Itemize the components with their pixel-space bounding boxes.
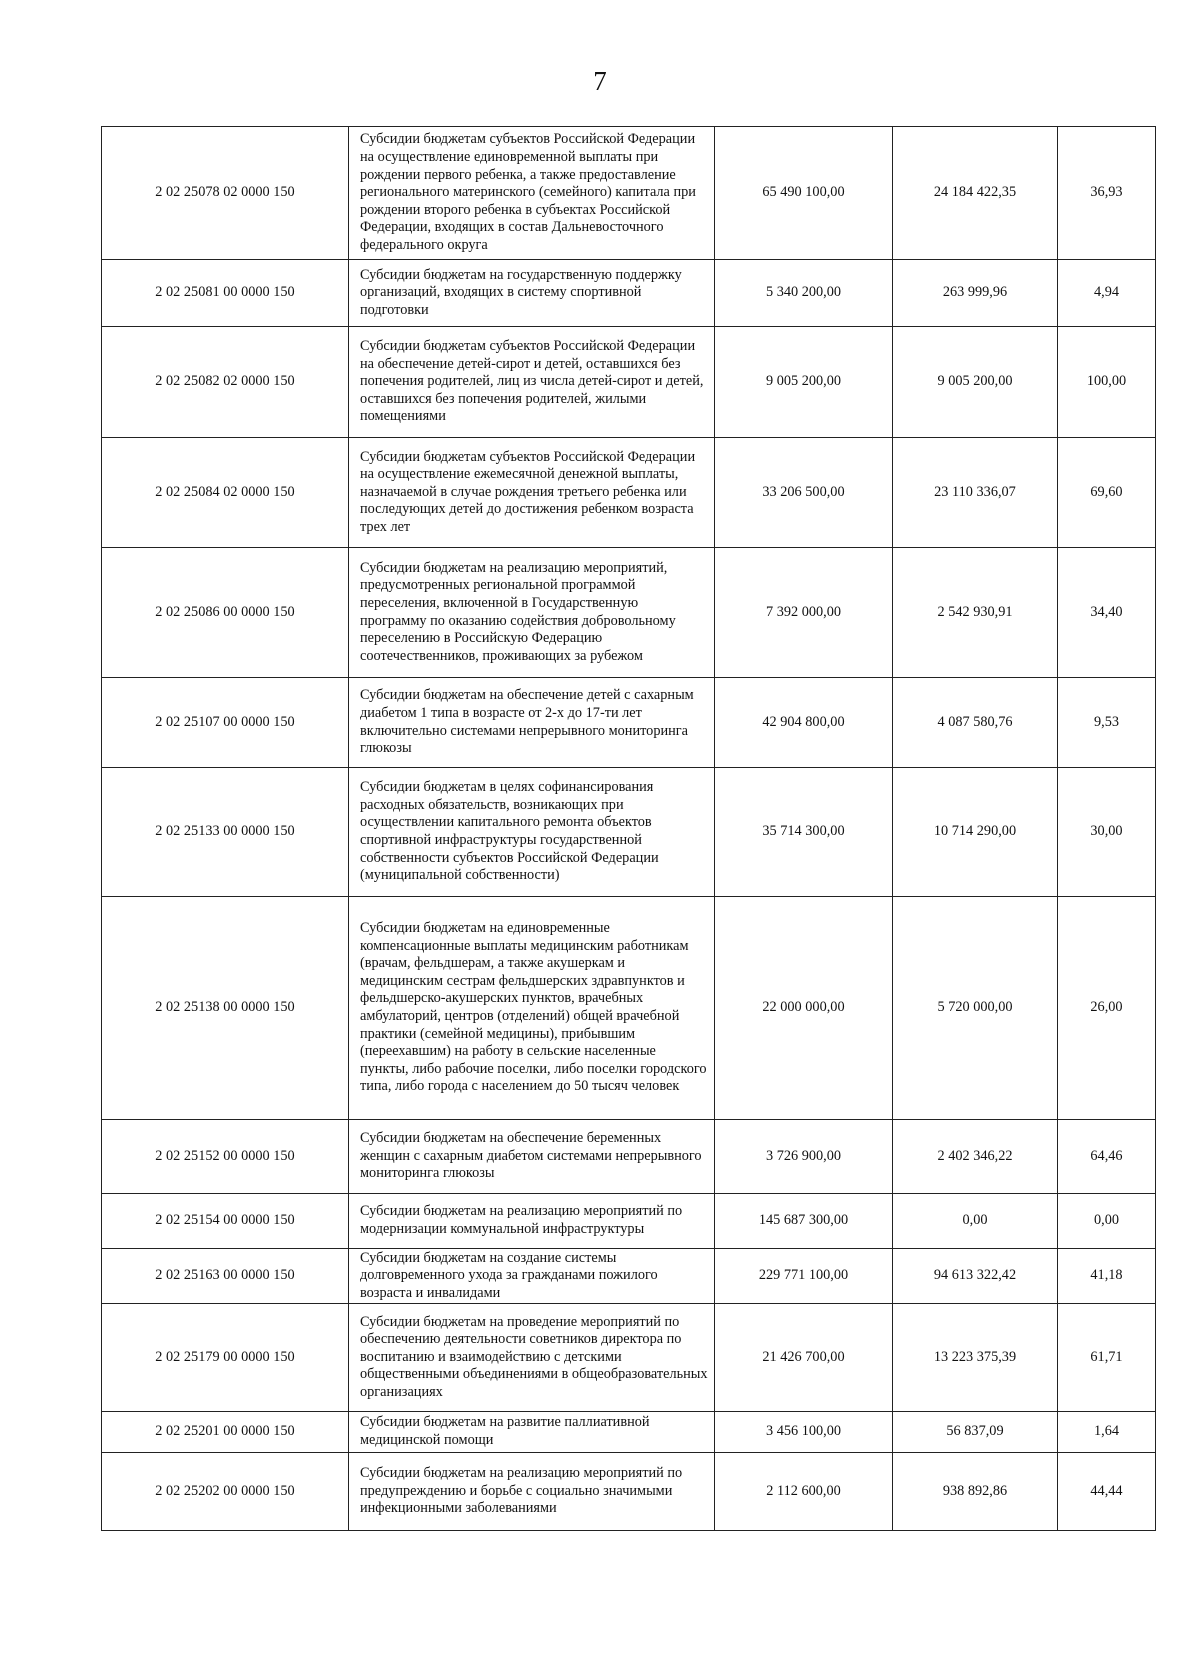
description-cell: Субсидии бюджетам на реализацию мероприятий, предусмотренных региональной программой переселения, включенной в Государственную программу по оказанию содействия добровольному переселению в Российскую Федерацию соотечественников, проживающих за рубежом xyxy=(349,548,715,678)
budget-code-cell: 2 02 25152 00 0000 150 xyxy=(102,1120,349,1194)
description-cell: Субсидии бюджетам на обеспечение беременных женщин с сахарным диабетом системами непрерывного мониторинга глюкозы xyxy=(349,1120,715,1194)
budget-table xyxy=(101,126,1156,1531)
table-row xyxy=(102,768,1156,897)
actual-amount-cell: 263 999,96 xyxy=(893,260,1058,327)
description-cell: Субсидии бюджетам на реализацию мероприятий по модернизации коммунальной инфраструктуры xyxy=(349,1194,715,1249)
table-row xyxy=(102,1304,1156,1412)
plan-amount-cell: 145 687 300,00 xyxy=(715,1194,893,1249)
description-cell: Субсидии бюджетам на развитие паллиативной медицинской помощи xyxy=(349,1412,715,1453)
description-cell: Субсидии бюджетам на проведение мероприятий по обеспечению деятельности советников директора по воспитанию и взаимодействию с детскими общественными объединениями в общеобразовательных организациях xyxy=(349,1304,715,1412)
budget-code-cell: 2 02 25163 00 0000 150 xyxy=(102,1249,349,1304)
plan-amount-cell: 5 340 200,00 xyxy=(715,260,893,327)
description-cell: Субсидии бюджетам на создание системы долговременного ухода за гражданами пожилого возраста и инвалидами xyxy=(349,1249,715,1304)
plan-amount-cell: 9 005 200,00 xyxy=(715,327,893,438)
percent-cell: 41,18 xyxy=(1058,1249,1156,1304)
budget-code-cell: 2 02 25154 00 0000 150 xyxy=(102,1194,349,1249)
budget-code-cell: 2 02 25179 00 0000 150 xyxy=(102,1304,349,1412)
plan-amount-cell: 65 490 100,00 xyxy=(715,127,893,260)
budget-code-cell: 2 02 25201 00 0000 150 xyxy=(102,1412,349,1453)
percent-cell: 69,60 xyxy=(1058,438,1156,548)
actual-amount-cell: 24 184 422,35 xyxy=(893,127,1058,260)
percent-cell: 64,46 xyxy=(1058,1120,1156,1194)
table-row xyxy=(102,438,1156,548)
budget-code-cell: 2 02 25084 02 0000 150 xyxy=(102,438,349,548)
table-row xyxy=(102,678,1156,768)
table-row xyxy=(102,1249,1156,1304)
percent-cell: 61,71 xyxy=(1058,1304,1156,1412)
plan-amount-cell: 3 726 900,00 xyxy=(715,1120,893,1194)
description-cell: Субсидии бюджетам на единовременные компенсационные выплаты медицинским работникам (врачам, фельдшерам, а также акушеркам и медицинским сестрам фельдшерских здравпунктов и фельдшерско-акушерских пунктов, врачебных амбулаторий, центров (отделений) общей врачебной практики (семейной медицины), прибывшим (переехавшим) на работу в сельские населенные пункты, либо рабочие поселки, либо поселки городского типа, либо города с населением до 50 тысяч человек xyxy=(349,897,715,1120)
percent-cell: 30,00 xyxy=(1058,768,1156,897)
percent-cell: 4,94 xyxy=(1058,260,1156,327)
table-row xyxy=(102,1412,1156,1453)
plan-amount-cell: 229 771 100,00 xyxy=(715,1249,893,1304)
table-row xyxy=(102,260,1156,327)
plan-amount-cell: 7 392 000,00 xyxy=(715,548,893,678)
budget-code-cell: 2 02 25086 00 0000 150 xyxy=(102,548,349,678)
percent-cell: 1,64 xyxy=(1058,1412,1156,1453)
table-body xyxy=(102,127,1156,1531)
table-row xyxy=(102,1194,1156,1249)
percent-cell: 34,40 xyxy=(1058,548,1156,678)
actual-amount-cell: 0,00 xyxy=(893,1194,1058,1249)
budget-code-cell: 2 02 25138 00 0000 150 xyxy=(102,897,349,1120)
percent-cell: 100,00 xyxy=(1058,327,1156,438)
table-row xyxy=(102,1453,1156,1531)
actual-amount-cell: 938 892,86 xyxy=(893,1453,1058,1531)
description-cell: Субсидии бюджетам на реализацию мероприятий по предупреждению и борьбе с социально значимыми инфекционными заболеваниями xyxy=(349,1453,715,1531)
actual-amount-cell: 5 720 000,00 xyxy=(893,897,1058,1120)
table-row xyxy=(102,1120,1156,1194)
description-cell: Субсидии бюджетам в целях софинансирования расходных обязательств, возникающих при осуществлении капитального ремонта объектов спортивной инфраструктуры государственной собственности субъектов Российской Федерации (муниципальной собственности) xyxy=(349,768,715,897)
budget-code-cell: 2 02 25081 00 0000 150 xyxy=(102,260,349,327)
table-row xyxy=(102,897,1156,1120)
actual-amount-cell: 94 613 322,42 xyxy=(893,1249,1058,1304)
budget-code-cell: 2 02 25078 02 0000 150 xyxy=(102,127,349,260)
plan-amount-cell: 35 714 300,00 xyxy=(715,768,893,897)
percent-cell: 44,44 xyxy=(1058,1453,1156,1531)
table-row xyxy=(102,548,1156,678)
budget-code-cell: 2 02 25107 00 0000 150 xyxy=(102,678,349,768)
description-cell: Субсидии бюджетам на государственную поддержку организаций, входящих в систему спортивной подготовки xyxy=(349,260,715,327)
percent-cell: 9,53 xyxy=(1058,678,1156,768)
budget-code-cell: 2 02 25202 00 0000 150 xyxy=(102,1453,349,1531)
actual-amount-cell: 2 542 930,91 xyxy=(893,548,1058,678)
budget-code-cell: 2 02 25133 00 0000 150 xyxy=(102,768,349,897)
description-cell: Субсидии бюджетам субъектов Российской Федерации на обеспечение детей-сирот и детей, оставшихся без попечения родителей, лиц из числа детей-сирот и детей, оставшихся без попечения родителей, жилыми помещениями xyxy=(349,327,715,438)
page-number: 7 xyxy=(593,66,607,96)
actual-amount-cell: 4 087 580,76 xyxy=(893,678,1058,768)
description-cell: Субсидии бюджетам субъектов Российской Федерации на осуществление ежемесячной денежной выплаты, назначаемой в случае рождения третьего ребенка или последующих детей до достижения ребенком возраста трех лет xyxy=(349,438,715,548)
actual-amount-cell: 23 110 336,07 xyxy=(893,438,1058,548)
actual-amount-cell: 13 223 375,39 xyxy=(893,1304,1058,1412)
actual-amount-cell: 56 837,09 xyxy=(893,1412,1058,1453)
plan-amount-cell: 2 112 600,00 xyxy=(715,1453,893,1531)
plan-amount-cell: 22 000 000,00 xyxy=(715,897,893,1120)
percent-cell: 26,00 xyxy=(1058,897,1156,1120)
plan-amount-cell: 42 904 800,00 xyxy=(715,678,893,768)
budget-code-cell: 2 02 25082 02 0000 150 xyxy=(102,327,349,438)
plan-amount-cell: 3 456 100,00 xyxy=(715,1412,893,1453)
table-row xyxy=(102,327,1156,438)
plan-amount-cell: 21 426 700,00 xyxy=(715,1304,893,1412)
table-row xyxy=(102,127,1156,260)
actual-amount-cell: 9 005 200,00 xyxy=(893,327,1058,438)
plan-amount-cell: 33 206 500,00 xyxy=(715,438,893,548)
percent-cell: 0,00 xyxy=(1058,1194,1156,1249)
description-cell: Субсидии бюджетам субъектов Российской Федерации на осуществление единовременной выплаты при рождении первого ребенка, а также предоставление регионального материнского (семейного) капитала при рождении второго ребенка в субъектах Российской Федерации, входящих в состав Дальневосточного федерального округа xyxy=(349,127,715,260)
actual-amount-cell: 2 402 346,22 xyxy=(893,1120,1058,1194)
percent-cell: 36,93 xyxy=(1058,127,1156,260)
actual-amount-cell: 10 714 290,00 xyxy=(893,768,1058,897)
description-cell: Субсидии бюджетам на обеспечение детей с сахарным диабетом 1 типа в возрасте от 2-х до 17-ти лет включительно системами непрерывного мониторинга глюкозы xyxy=(349,678,715,768)
